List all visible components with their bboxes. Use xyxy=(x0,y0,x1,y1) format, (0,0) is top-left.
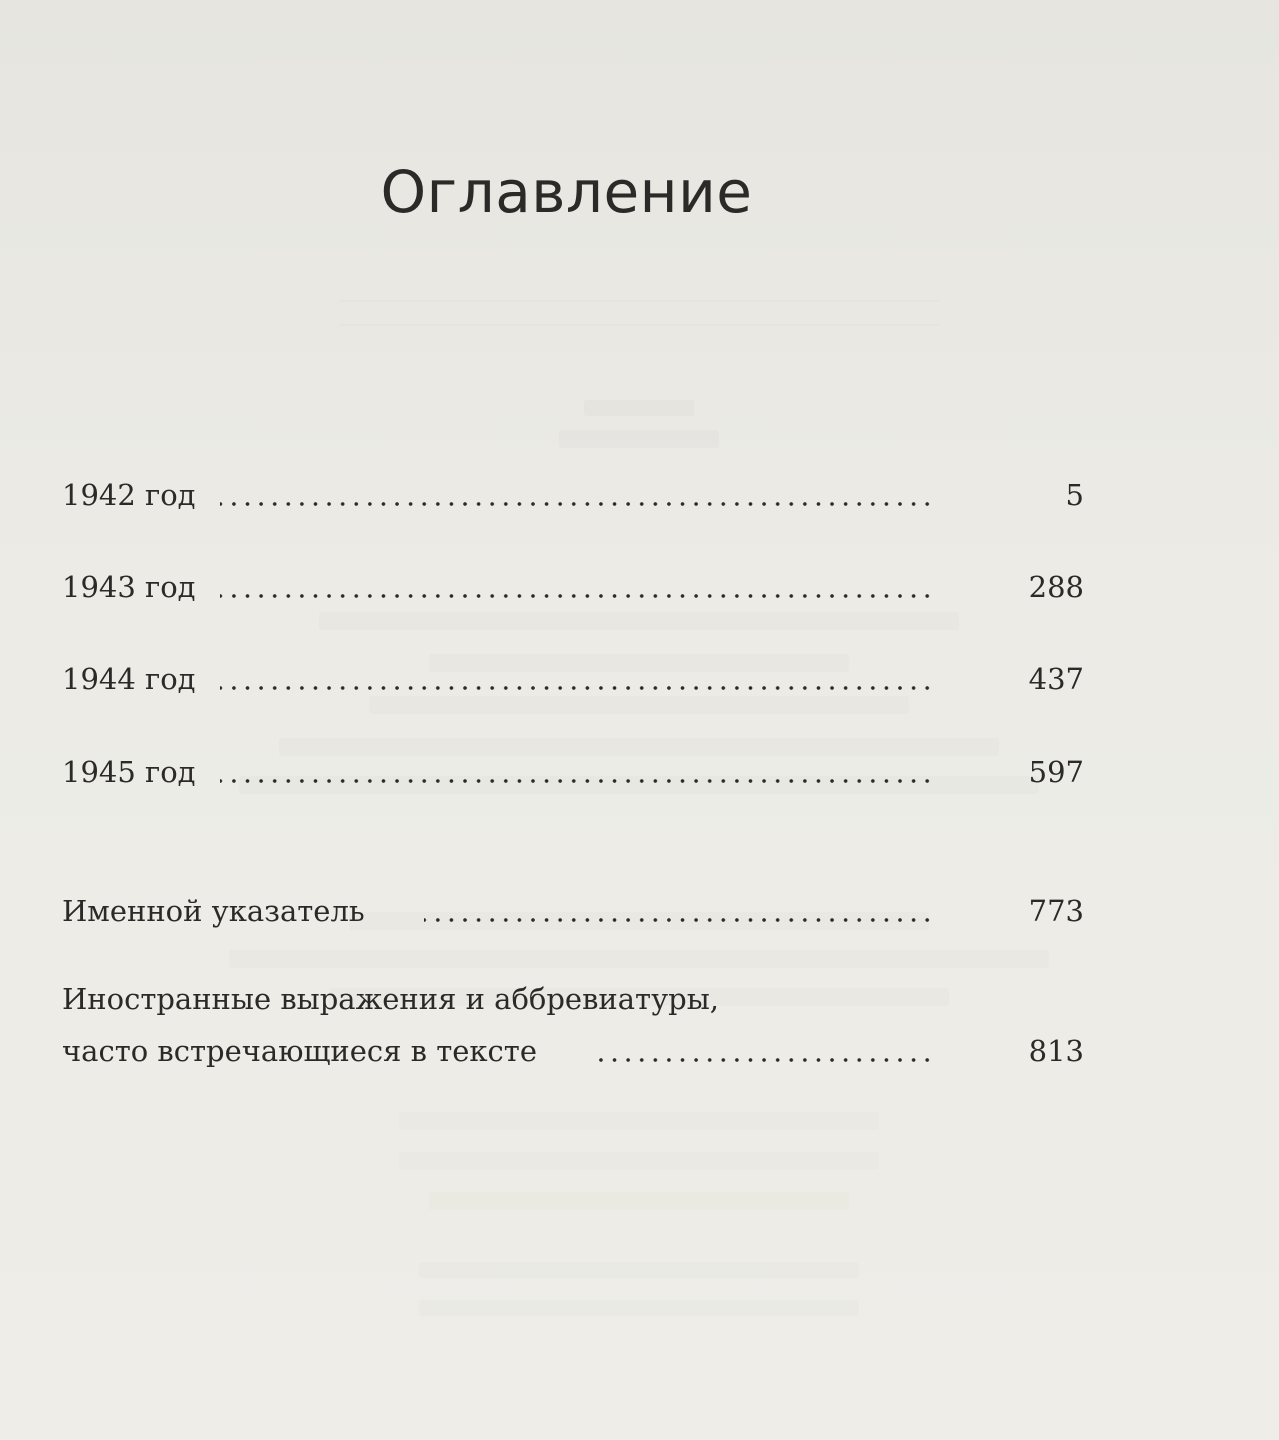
toc-entry[interactable] xyxy=(62,982,1084,1068)
toc-leader-dots xyxy=(594,1058,934,1062)
toc-entry-label: 1942 год xyxy=(62,478,196,512)
toc-leader-dots xyxy=(220,502,934,506)
toc-leader-dots xyxy=(220,594,934,598)
toc-entry[interactable] xyxy=(62,888,1084,928)
toc-entry-label: Именной указатель xyxy=(62,894,365,928)
toc-entry[interactable] xyxy=(62,749,1084,789)
toc-entry[interactable] xyxy=(62,564,1084,604)
toc-entry-label: 1943 год xyxy=(62,570,196,604)
show-through-decoration xyxy=(0,222,1279,255)
toc-entry[interactable] xyxy=(62,472,1084,512)
page-title: Оглавление xyxy=(380,158,753,226)
toc-entry-label: Иностранные выражения и аббревиатуры, xyxy=(62,982,720,1016)
toc-page-number: 437 xyxy=(1028,662,1084,696)
toc-entry-label: 1944 год xyxy=(62,662,196,696)
toc-page-number: 5 xyxy=(1065,478,1084,512)
toc-entry-label-continued: часто встречающиеся в тексте xyxy=(62,1034,538,1068)
toc-leader-dots xyxy=(220,686,934,690)
toc-leader-dots xyxy=(424,918,934,922)
toc-page-number: 773 xyxy=(1028,894,1084,928)
show-through-block xyxy=(0,1112,1279,1316)
toc-entry[interactable] xyxy=(62,656,1084,696)
show-through-block xyxy=(0,300,1279,340)
show-through-block xyxy=(0,400,1279,448)
toc-page-number: 597 xyxy=(1028,755,1084,789)
toc-page-number: 813 xyxy=(1028,1034,1084,1068)
toc-entry-label: 1945 год xyxy=(62,755,196,789)
toc-page-number: 288 xyxy=(1028,570,1084,604)
toc-leader-dots xyxy=(220,779,934,783)
